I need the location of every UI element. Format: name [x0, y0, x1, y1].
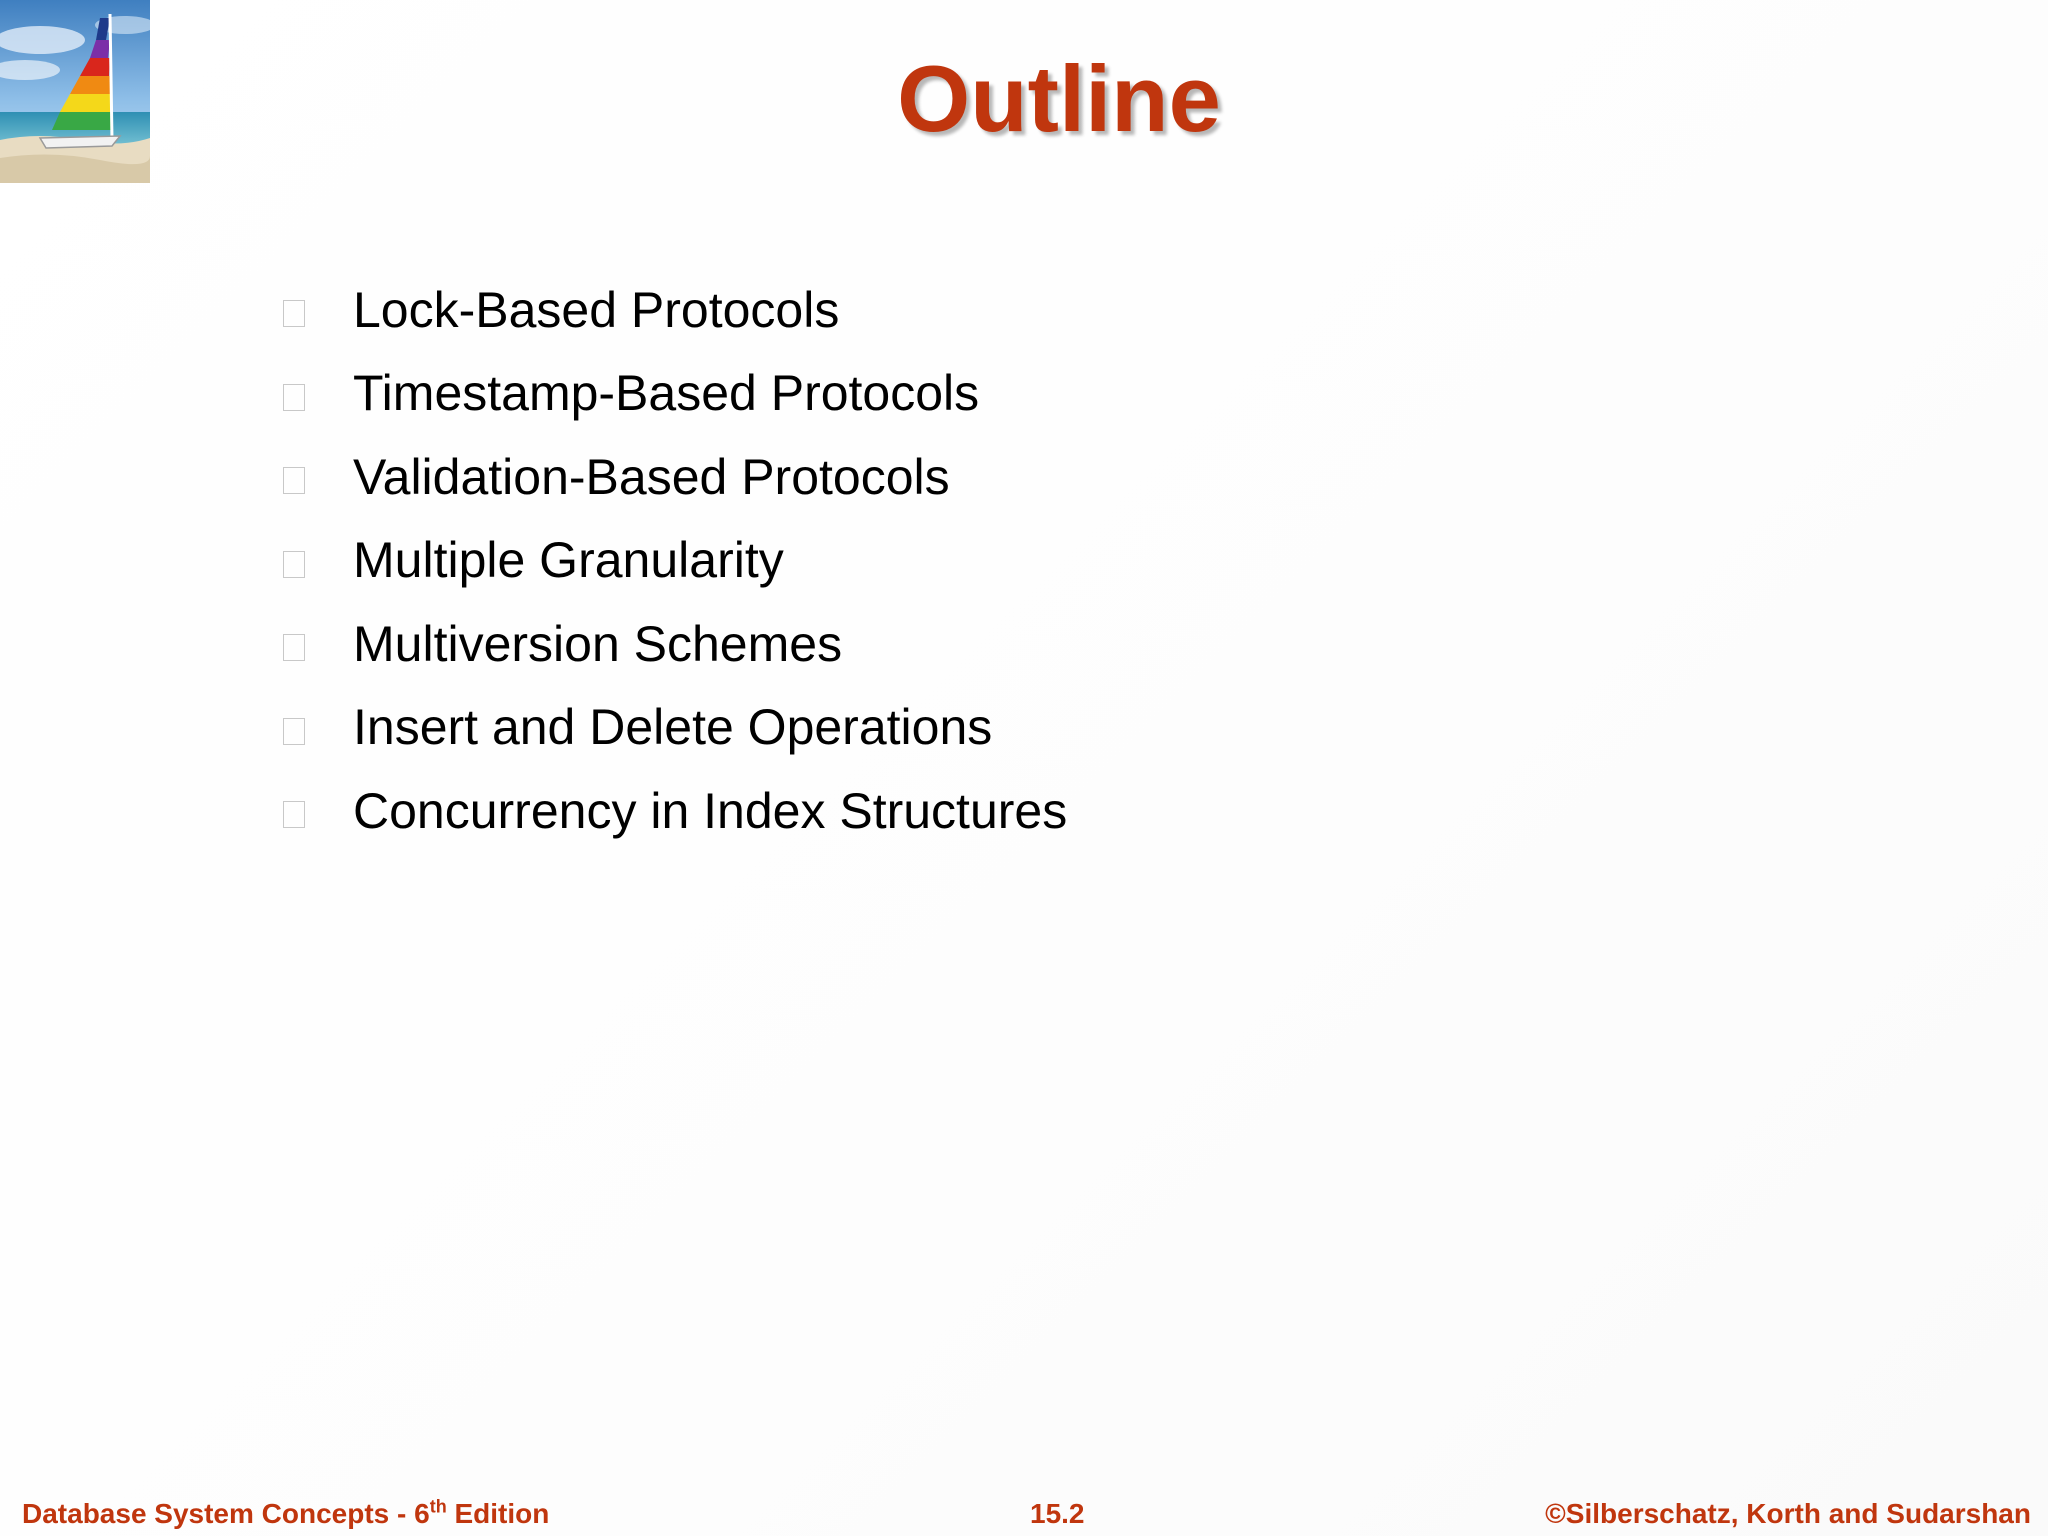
footer-book-title-prefix: Database System Concepts - 6 — [22, 1498, 430, 1529]
list-item-label: Timestamp-Based Protocols — [353, 365, 980, 422]
list-item — [283, 435, 1067, 519]
footer-edition-superscript: th — [429, 1496, 447, 1517]
square-bullet-icon — [283, 300, 305, 327]
list-item-label: Multiversion Schemes — [353, 615, 843, 672]
square-bullet-icon — [283, 551, 305, 578]
square-bullet-icon — [283, 634, 305, 661]
list-item — [283, 686, 1067, 770]
square-bullet-icon — [283, 718, 305, 745]
list-item-label: Validation-Based Protocols — [353, 448, 950, 505]
footer-book-title — [22, 1497, 549, 1531]
list-item — [283, 352, 1067, 436]
list-item — [283, 602, 1067, 686]
list-item-label: Concurrency in Index Structures — [353, 782, 1068, 839]
page-title — [0, 44, 2048, 154]
list-item-label: Insert and Delete Operations — [353, 699, 993, 756]
footer-book-title-suffix: Edition — [446, 1498, 550, 1529]
list-item — [283, 268, 1067, 352]
footer-copyright: ©Silberschatz, Korth and Sudarshan — [1545, 1498, 2031, 1529]
list-item-label: Multiple Granularity — [353, 532, 784, 589]
square-bullet-icon — [283, 801, 305, 828]
list-item-label: Lock-Based Protocols — [353, 281, 840, 338]
title-text: Outline — [897, 46, 1221, 151]
square-bullet-icon — [283, 384, 305, 411]
footer-page-number: 15.2 — [1030, 1498, 1085, 1529]
square-bullet-icon — [283, 467, 305, 494]
outline-list — [283, 268, 1067, 853]
list-item — [283, 769, 1067, 853]
list-item — [283, 519, 1067, 603]
